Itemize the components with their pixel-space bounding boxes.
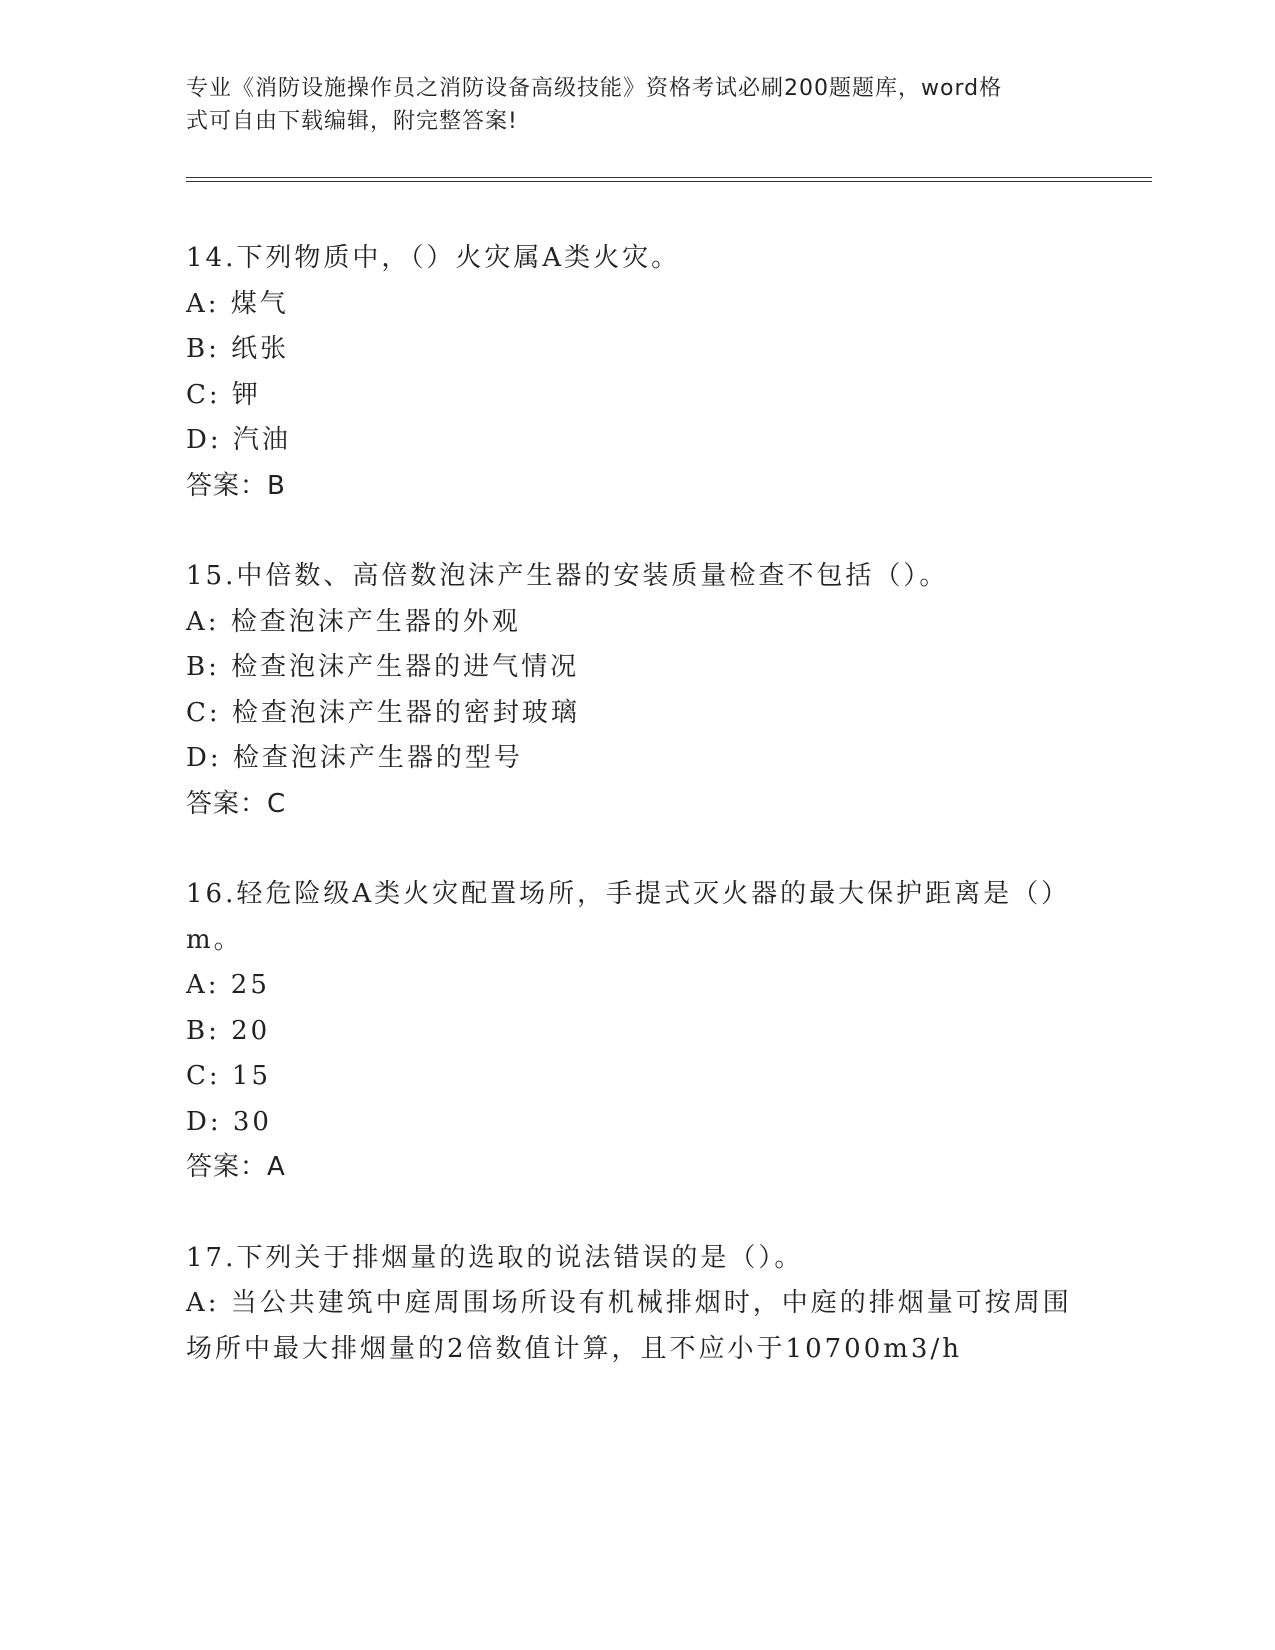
question-list bbox=[186, 236, 1086, 1372]
question-14 bbox=[186, 236, 1086, 509]
option-b: B: 20 bbox=[186, 1015, 271, 1046]
header-line-1: 专业《消防设施操作员之消防设备高级技能》资格考试必刷200题题库，word格 bbox=[186, 76, 1003, 101]
option-c: C: 15 bbox=[186, 1061, 272, 1091]
question-stem: 17.下列关于排烟量的选取的说法错误的是（）。 bbox=[186, 1242, 804, 1273]
option-a: A: 25 bbox=[186, 970, 270, 1000]
option-d: D: 检查泡沫产生器的型号 bbox=[186, 743, 523, 773]
answer-label: 答案：B bbox=[186, 470, 286, 501]
answer-label: 答案：C bbox=[186, 788, 287, 819]
question-stem: 16.轻危险级A类火灾配置场所，手提式灭火器的最大保护距离是（） bbox=[186, 879, 1071, 909]
option-a: A: 检查泡沫产生器的外观 bbox=[186, 606, 521, 637]
option-a: A: 当公共建筑中庭周围场所设有机械排烟时，中庭的排烟量可按周围 bbox=[186, 1288, 1072, 1318]
question-stem: 14.下列物质中，（）火灾属A类火灾。 bbox=[186, 243, 681, 273]
option-d: D: 30 bbox=[186, 1106, 272, 1137]
option-c: C: 检查泡沫产生器的密封玻璃 bbox=[186, 697, 580, 728]
header-line-2: 式可自由下载编辑，附完整答案! bbox=[186, 109, 518, 134]
question-16 bbox=[186, 872, 1086, 1191]
option-b: B: 检查泡沫产生器的进气情况 bbox=[186, 652, 580, 682]
option-b: B: 纸张 bbox=[186, 334, 290, 364]
option-a-continued: 场所中最大排烟量的2倍数值计算，且不应小于10700m3/h bbox=[186, 1333, 962, 1364]
question-15 bbox=[186, 554, 1086, 827]
question-stem-continued: m。 bbox=[186, 924, 243, 955]
question-17 bbox=[186, 1236, 1086, 1373]
question-stem: 15.中倍数、高倍数泡沫产生器的安装质量检查不包括（）。 bbox=[186, 561, 949, 591]
option-c: C: 钾 bbox=[186, 379, 261, 410]
document-header bbox=[186, 72, 1086, 138]
answer-label: 答案：A bbox=[186, 1152, 286, 1182]
option-d: D: 汽油 bbox=[186, 425, 291, 455]
header-divider bbox=[186, 177, 1152, 182]
option-a: A: 煤气 bbox=[186, 288, 289, 319]
